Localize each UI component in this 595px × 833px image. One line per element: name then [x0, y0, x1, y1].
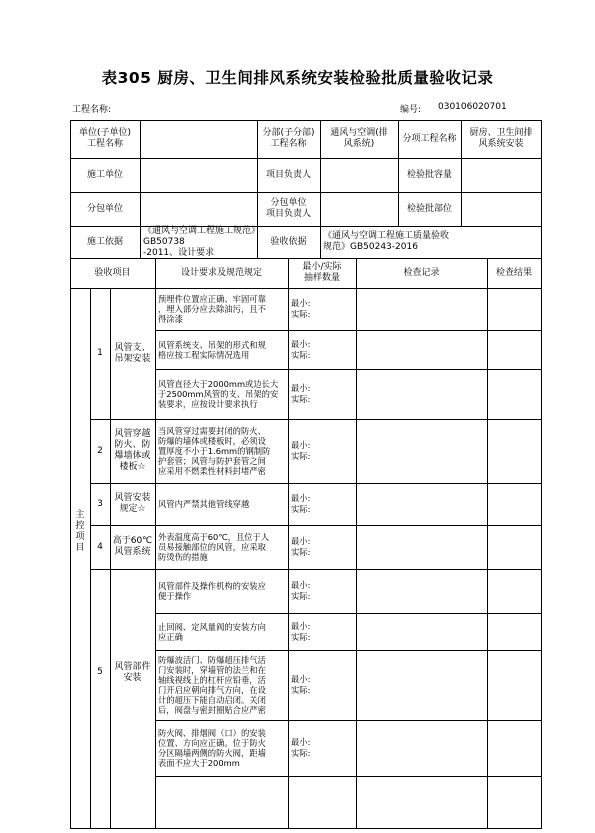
column-header-requirement: 设计要求及规范规定 — [180, 267, 262, 278]
construction-basis-value: 《通风与空调工程施工规范》GB50738 -2011、设计要求 — [143, 225, 261, 258]
item-name: 风管支、 吊架安装 — [114, 342, 151, 364]
actual-label: 实际: — [291, 591, 311, 601]
min-actual-label — [291, 580, 310, 602]
min-actual-label — [291, 493, 310, 515]
item-number: 3 — [97, 498, 103, 509]
min-actual-label — [291, 737, 310, 759]
requirement-text: 风管部件及操作机构的安装应 便于操作 — [158, 581, 266, 601]
requirement-text: 防爆波活门、防爆超压排气活 门安装时，穿墙管的法兰和在 轴线视线上的杠杆应铅垂，活 门开启应朝向排气方向，在设 计的超压下能自动启闭。关闭 后，阀盘与密封圈贴合应严密 — [158, 655, 266, 715]
actual-label: 实际: — [291, 504, 311, 514]
division-name-value: 通风与空调(排 风系统) — [330, 128, 388, 149]
code-label: 编号: — [400, 105, 422, 115]
actual-label: 实际: — [291, 394, 311, 404]
subitem-name-label: 分项工程名称 — [402, 133, 457, 144]
project-manager-label: 项目负责人 — [265, 169, 311, 180]
actual-label: 实际: — [291, 451, 311, 461]
min-actual-label — [291, 621, 310, 643]
min-actual-label — [291, 440, 310, 462]
min-label: 最小: — [291, 580, 311, 590]
min-actual-label — [291, 298, 310, 320]
table-border — [70, 828, 542, 829]
min-label: 最小: — [291, 298, 311, 308]
subitem-name-value: 厨房、卫生间排 风系统安装 — [469, 128, 533, 149]
division-name-label: 分部(子分部) 工程名称 — [262, 128, 315, 149]
page-title: 表305 厨房、卫生间排风系统安装检验批质量验收记录 — [101, 69, 494, 87]
requirement-text: 防火阀、排烟阀（口）的安装 位置、方向应正确。位于防火 分区隔墙两侧的防火阀，距墙 表面不应大于200mm — [158, 728, 266, 768]
table-border — [140, 120, 141, 227]
actual-label: 实际: — [291, 547, 311, 557]
subcontract-unit-label: 分包单位 — [86, 203, 123, 214]
min-label: 最小: — [291, 383, 311, 393]
table-border — [541, 258, 542, 289]
column-header-sample: 最小/实际 抽样数量 — [302, 262, 342, 283]
min-actual-label — [291, 383, 310, 405]
item-name: 风管穿越 防火、防 爆墙体或 楼板☆ — [114, 429, 151, 472]
table-border — [155, 776, 542, 777]
item-name: 高于60℃ 风管系统 — [112, 536, 153, 557]
min-actual-label — [291, 339, 310, 361]
column-header-item: 验收项目 — [94, 267, 131, 278]
table-border — [70, 288, 71, 829]
min-label: 最小: — [291, 493, 311, 503]
construction-unit-label: 施工单位 — [86, 169, 123, 180]
min-label: 最小: — [291, 737, 311, 747]
actual-label: 实际: — [291, 349, 311, 360]
min-label: 最小: — [291, 338, 311, 349]
requirement-text: 风管内严禁其他管线穿越 — [158, 499, 250, 509]
item-number: 5 — [97, 667, 103, 677]
batch-capacity-label: 检验批容量 — [406, 169, 452, 180]
actual-label: 实际: — [291, 685, 311, 695]
requirement-text: 止回阀、定风量阀的安装方向 应正确 — [158, 621, 266, 642]
actual-label: 实际: — [291, 748, 311, 758]
actual-label: 实际: — [291, 631, 311, 642]
min-label: 最小: — [291, 674, 311, 684]
main-control-label: 主 控 项 目 — [75, 510, 85, 553]
subcontract-manager-label: 分包单位 项目负责人 — [265, 198, 311, 219]
item-name: 风管部件 安装 — [114, 661, 151, 683]
item-name: 风管安装 规定☆ — [114, 493, 151, 514]
item-number: 2 — [97, 445, 103, 456]
min-label: 最小: — [291, 620, 311, 631]
requirement-text: 当风管穿过需要封闭的防火、 防爆的墙体或楼板时，必须设 置厚度不小于1.6mm的钢制防 护套管；风管与防护套管之间 应采用不燃柔性材料封堵严密 — [158, 426, 271, 476]
unit-name-label: 单位(子单位) 工程名称 — [78, 128, 132, 149]
item-number: 4 — [97, 541, 103, 552]
requirement-text: 外表温度高于60℃，且位于人 员易接触部位的风管，应采取 防烫伤的措施 — [158, 532, 270, 562]
requirement-text: 预埋件位置应正确、牢固可靠 ，埋入部分应去除油污，且不 得涂漆 — [158, 294, 266, 324]
actual-label: 实际: — [291, 309, 311, 319]
min-actual-label — [291, 536, 310, 558]
project-name-label: 工程名称: — [72, 105, 112, 115]
acceptance-basis-label: 验收依据 — [270, 236, 307, 247]
column-header-record: 检查记录 — [403, 267, 440, 278]
acceptance-basis-value: 《通风与空调工程施工质量验收 规范》GB50243-2016 — [323, 231, 450, 252]
min-label: 最小: — [291, 440, 311, 450]
batch-part-label: 检验批部位 — [406, 203, 452, 214]
min-label: 最小: — [291, 536, 311, 546]
item-number: 1 — [97, 348, 103, 358]
requirement-text: 风管直径大于2000mm或边长大 于2500mm风管的支、吊架的安 装要求，应按设计要求执行 — [158, 379, 279, 409]
code-value: 030106020701 — [438, 102, 507, 112]
requirement-text: 风管系统支、吊架的形式和规 格应按工程实际情况选用 — [158, 339, 266, 360]
construction-basis-label: 施工依据 — [86, 236, 123, 247]
column-header-result: 检查结果 — [495, 267, 532, 278]
min-actual-label — [291, 674, 310, 696]
